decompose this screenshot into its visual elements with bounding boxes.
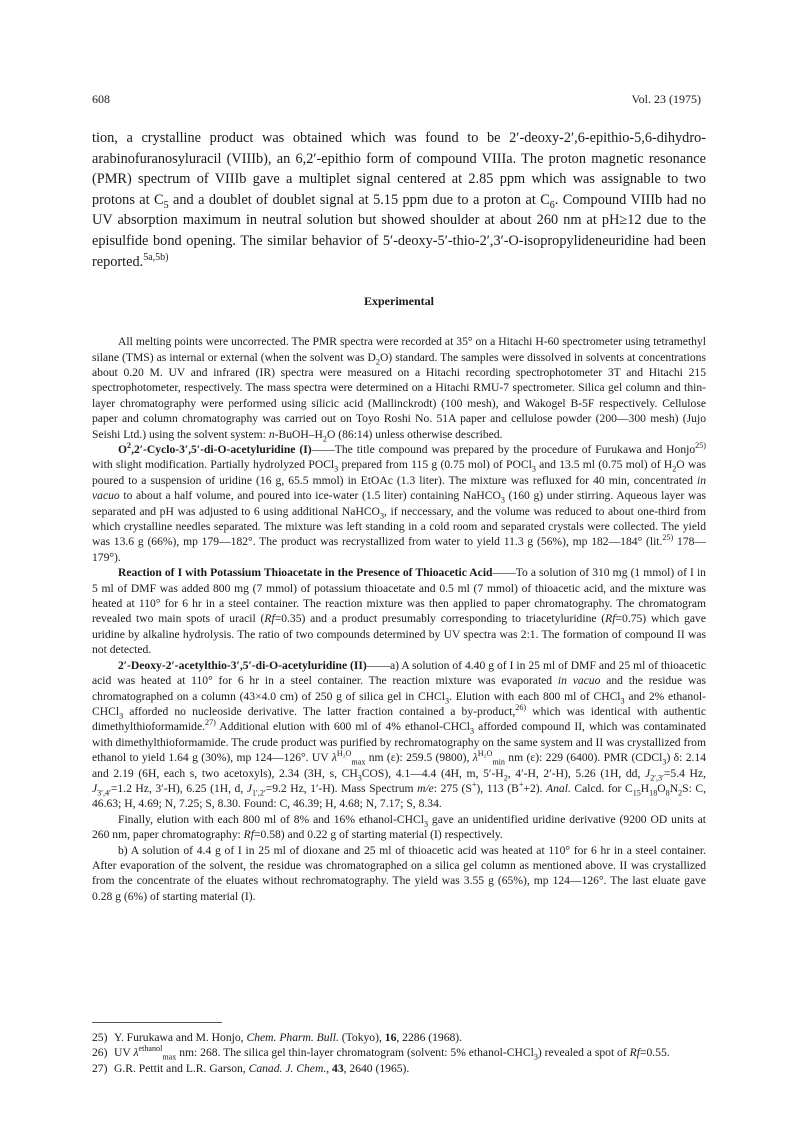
compound-i-paragraph: $O^2,2'-Cyclo-3',5'-di-O$-acetyluridine (I)——The title compound was prepared by the procedure of Furukawa and Honjo$^{25)}$ with slight modification. Partially hydrolyzed POCl$_3$ prepared from 115 g (0.75 mol) of POCl$_3$ and 13.5 ml (0.75 mol) of $H_2O$ was poured to a suspension of uridine (16 g, 65.5 mmol) in EtOAc (1.3 liter). The mixture was refluxed for 40 min, concentrated in vacuo to about a half volume, and poured into ice-water (1.5 liter) containing NaHCO$_3$ (160 g) under stirring. Aqueous layer was separated and pH was adjusted to 6 using additional NaHCO$_3$, if neccessary, and the volume was reduced to about one-third from which crystalline needles separated. The mixture was left standing in a cold room and separated crystals were collected. The yield was 13.6 g (66%), mp 179—182°. The product was recrystallized from water to yield 11.3 g (56%), mp 182—184° (lit.$^{25)}$ 178—179°). <box>92 441 706 564</box>
method-b-paragraph: b) A solution of 4.4 g of I in 25 ml of dioxane and 25 ml of thioacetic acid was heated at 110° for 6 hr in a steel container. After evaporation of the solvent, the residue was chromatographed on a silica gel column as mentioned above. II was crystallized from the concentrate of the eluates without rechromatography. The yield was 3.55 g (65%), mp 124—126°. The last eluate gave 0.28 g (6%) of starting material (I). <box>92 843 706 903</box>
section-title: Experimental <box>364 294 434 309</box>
article-body <box>92 128 706 904</box>
footnotes <box>92 1030 706 1076</box>
general-methods-paragraph: All melting points were uncorrected. The PMR spectra were recorded at 35° on a Hitachi H-60 spectrometer using tetramethyl silane (TMS) as internal or external (when the solvent was $D_2O$) standard. The samples were dissolved in solvents at concentrations about 0.20 M. UV and infrared (IR) spectra were measured on a Hitachi recording spectrophotometer 3T and Hitachi 215 spectrophotometer, respectively. The mass spectra were determined on a Hitachi RMU-7 spectrometer. Silica gel column and thin-layer chromatography were performed using silicic acid (Mallinckrodt) (100 mesh), and Wakogel B-5F respectively. Cellulose paper and column chromatography was carried out on Toyo Roshi No. 51A paper and cellulose powder (200—300 mesh) (Jujo Seishi Ltd.) using the solvent system: $n-BuOH-H_2O$ (86:14) unless otherwise described. <box>92 335 706 443</box>
intro-paragraph: tion, a crystalline product was obtained which was found to be 2′-deoxy-2′,6-epithio-5,6-dihydro-arabinofuranosyluracil (VIIIb), an 6,2′-epithio form of compound VIIIa. The proton magnetic resonance (PMR) spectrum of VIIIb gave a multiplet signal centered at 2.85 ppm which was assignable to two protons at $C_5$ and a doublet of doublet signal at 5.15 ppm due to a proton at $C_6$. Compound VIIIb had no UV absorption maximum in neutral solution but showed shoulder at about 260 nm at pH≥12 due to the episulfide bond opening. The similar behavior of 5′-deoxy-5′-thio-2′,3′-O-isopropylideneuridine had been reported.$^{5a,5b)}$ <box>92 130 706 270</box>
final-elution-paragraph: Finally, elution with each 800 ml of 8% and 16% ethanol-CHCl$_3$ gave an unidentified uridine derivative (9200 OD units at 260 nm, paper chromatography: Rf=0.58) and 0.22 g of starting material (I) respectively. <box>92 812 706 842</box>
page-number: 608 <box>92 92 110 106</box>
footnote-25: 25) Y. Furukawa and M. Honjo, Chem. Pharm. Bull. (Tokyo), 16, 2286 (1968). <box>92 1031 463 1044</box>
page-header <box>92 92 701 108</box>
reaction-paragraph: Reaction of I with Potassium Thioacetate in the Presence of Thioacetic Acid——To a solution of 310 mg (1 mmol) of I in 5 ml of DMF was added 800 mg (7 mmol) of potassium thioacetate and 0.5 ml (7 mmol) of thioacetic acid, and the mixture was heated at 110° for 6 hr in a steel container. The reaction mixture was then applied to paper chromatography. The chromatogram revealed two main spots of uracil (Rf=0.35) and a product presumably corresponding to triacetyluridine (Rf=0.75) which gave uridine by alkaline hydrolysis. The ratio of two compounds determined by UV spectra was 2:1. The formation of compound II was not detected. <box>92 566 706 657</box>
footnote-27: 27) G.R. Pettit and L.R. Garson, Canad. J. Chem., 43, 2640 (1965). <box>92 1061 410 1075</box>
footnote-divider <box>92 1022 222 1023</box>
footnote-26: 26) UV $\lambda^{ethanol}_{max}$ nm: 268. The silica gel thin-layer chromatogram (solvent: 5% ethanol-CHCl$_3$) revealed a spot of Rf=0.55. <box>92 1044 670 1062</box>
compound-ii-paragraph: 2′-Deoxy-2′-acetylthio-3′,5′-di-O-acetyluridine (II)——a) A solution of 4.40 g of I in 25 ml of DMF and 25 ml of thioacetic acid was heated at 110° for 6 hr in a steel container. The reaction mixture was evaporated in vacuo and the residue was chromatographed on a column (43×4.0 cm) of 250 g of silica gel in CHCl$_3$. Elution with each 800 ml of CHCl$_3$ and 2% ethanol-CHCl$_3$ afforded no nucleoside derivative. The latter fraction contained a by-product,$^{26)}$ which was identical with authentic dimethylthioformamide.$^{27)}$ Additional elution with 600 ml of 4% ethanol-CHCl$_3$ afforded compound II, which was contaminated with dimethylthioformamide. The crude product was purified by rechromatography on the same system and II was crystallized from ethanol to yield 1.64 g (30%), mp 124—126°. UV $\lambda^{H_2O}_{max}$ nm (ε): 259.5 (9800), $\lambda^{H_2O}_{min}$ nm (ε): 229 (6400). PMR (CDCl$_3$) δ: 2.14 and 2.19 (6H, each s, two acetoxyls), 2.34 (3H, s, $CH_3COS$), 4.1—4.4 (4H, m, $5'-H_2$, 4′-H, 2′-H), 5.26 (1H, dd, $J_{2',3'}=5.4$ Hz, $J_{3',4'}=1.2$ Hz, 3′-H), 6.25 (1H, d, $J_{1',2'}=9.2$ Hz, 1′-H). Mass Spectrum m/e: 275 (S+), 113 (B++2). Anal. Calcd. for $C_{15}H_{18}O_8N_2S$: C, 46.63; H, 4.69; N, 7.25; S, 8.30. Found: C, 46.39; H, 4.68; N, 7.17; S, 8.34. <box>92 658 707 811</box>
journal-volume: Vol. 23 (1975) <box>631 92 701 106</box>
